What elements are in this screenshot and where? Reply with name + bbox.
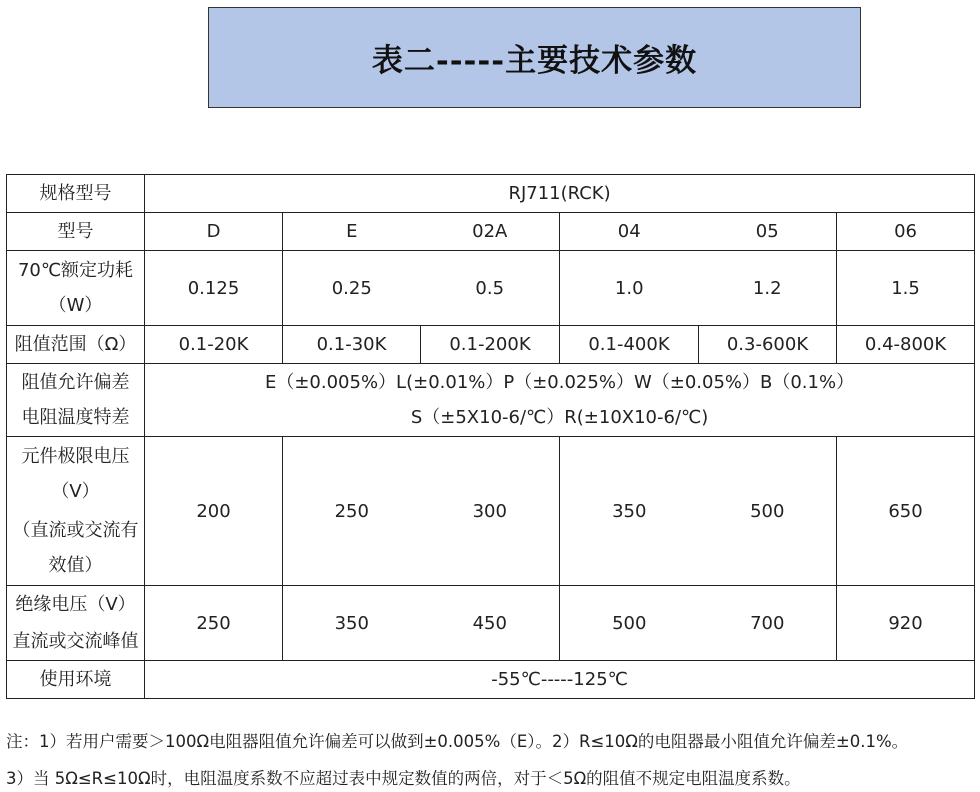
voltage-cell: 350 bbox=[560, 437, 699, 586]
range-cell: 0.1-30K bbox=[283, 326, 421, 364]
power-cell: 1.2 bbox=[699, 251, 837, 326]
table-row bbox=[7, 326, 975, 364]
tcr-label: 电阻温度特差 bbox=[21, 407, 130, 428]
voltage-label-note-end: 效值） bbox=[48, 555, 103, 576]
insulation-cell: 350 bbox=[283, 586, 421, 661]
insulation-label-bottom: 直流或交流峰值 bbox=[7, 623, 145, 661]
spec-label: 规格型号 bbox=[7, 175, 145, 213]
spec-table bbox=[6, 174, 975, 699]
title-box bbox=[208, 7, 861, 108]
note-line-2: 3）当 5Ω≤R≤10Ω时，电阻温度系数不应超过表中规定数值的两倍，对于＜5Ω的阻值不规定电阻温度系数。 bbox=[6, 769, 801, 788]
voltage-label-bottom bbox=[7, 511, 145, 586]
env-label: 使用环境 bbox=[7, 661, 145, 699]
note-line-1: 注：1）若用户需要＞100Ω电阻器阻值允许偏差可以做到±0.005%（E）。2）R≤10Ω的电阻器最小阻值允许偏差±0.1%。 bbox=[6, 732, 909, 751]
range-label: 阻值范围（Ω） bbox=[7, 326, 145, 364]
tolerance-value: E（±0.005%）L(±0.01%）P（±0.025%）W（±0.05%）B（0.1%） bbox=[264, 372, 855, 393]
insulation-cell: 700 bbox=[699, 586, 837, 661]
tolerance-label: 阻值允许偏差 bbox=[21, 372, 130, 393]
spec-value: RJ711(RCK) bbox=[145, 175, 975, 213]
power-label-unit: （W） bbox=[48, 295, 103, 316]
insulation-cell: 920 bbox=[837, 586, 975, 661]
model-label: 型号 bbox=[7, 213, 145, 251]
table-row bbox=[7, 213, 975, 251]
tolerance-tcr-label bbox=[7, 364, 145, 437]
range-cell: 0.4-800K bbox=[837, 326, 975, 364]
voltage-cell: 650 bbox=[837, 437, 975, 586]
table-row bbox=[7, 661, 975, 699]
table-row bbox=[7, 251, 975, 326]
power-cell: 0.125 bbox=[145, 251, 283, 326]
power-cell: 0.25 bbox=[283, 251, 421, 326]
table-row bbox=[7, 586, 975, 624]
model-cell: 04 bbox=[560, 213, 699, 251]
voltage-label-unit: （V） bbox=[51, 481, 100, 502]
voltage-label-top bbox=[7, 437, 145, 512]
range-cell: 0.1-200K bbox=[421, 326, 560, 364]
table-row bbox=[7, 364, 975, 437]
power-cell: 1.5 bbox=[837, 251, 975, 326]
insulation-cell: 250 bbox=[145, 586, 283, 661]
range-cell: 0.1-400K bbox=[560, 326, 699, 364]
model-cell: 05 bbox=[699, 213, 837, 251]
model-cell: 06 bbox=[837, 213, 975, 251]
power-label-line: 70℃额定功耗 bbox=[17, 260, 134, 281]
table-row bbox=[7, 175, 975, 213]
power-label bbox=[7, 251, 145, 326]
table-row bbox=[7, 437, 975, 512]
voltage-label-note: （直流或交流有 bbox=[12, 520, 139, 541]
model-cell: 02A bbox=[421, 213, 560, 251]
tolerance-tcr-value bbox=[145, 364, 975, 437]
power-cell: 0.5 bbox=[421, 251, 560, 326]
page-title: 表二-----主要技术参数 bbox=[371, 43, 698, 79]
model-cell: D bbox=[145, 213, 283, 251]
voltage-cell: 250 bbox=[283, 437, 421, 586]
insulation-cell: 450 bbox=[421, 586, 560, 661]
model-cell: E bbox=[283, 213, 421, 251]
env-value: -55℃-----125℃ bbox=[145, 661, 975, 699]
voltage-cell: 200 bbox=[145, 437, 283, 586]
voltage-cell: 300 bbox=[421, 437, 560, 586]
voltage-label-line: 元件极限电压 bbox=[21, 446, 130, 467]
range-cell: 0.1-20K bbox=[145, 326, 283, 364]
power-cell: 1.0 bbox=[560, 251, 699, 326]
range-cell: 0.3-600K bbox=[699, 326, 837, 364]
insulation-label-top: 绝缘电压（V） bbox=[7, 586, 145, 624]
tcr-value: S（±5X10-6/℃）R(±10X10-6/℃) bbox=[410, 407, 709, 428]
voltage-cell: 500 bbox=[699, 437, 837, 586]
insulation-cell: 500 bbox=[560, 586, 699, 661]
